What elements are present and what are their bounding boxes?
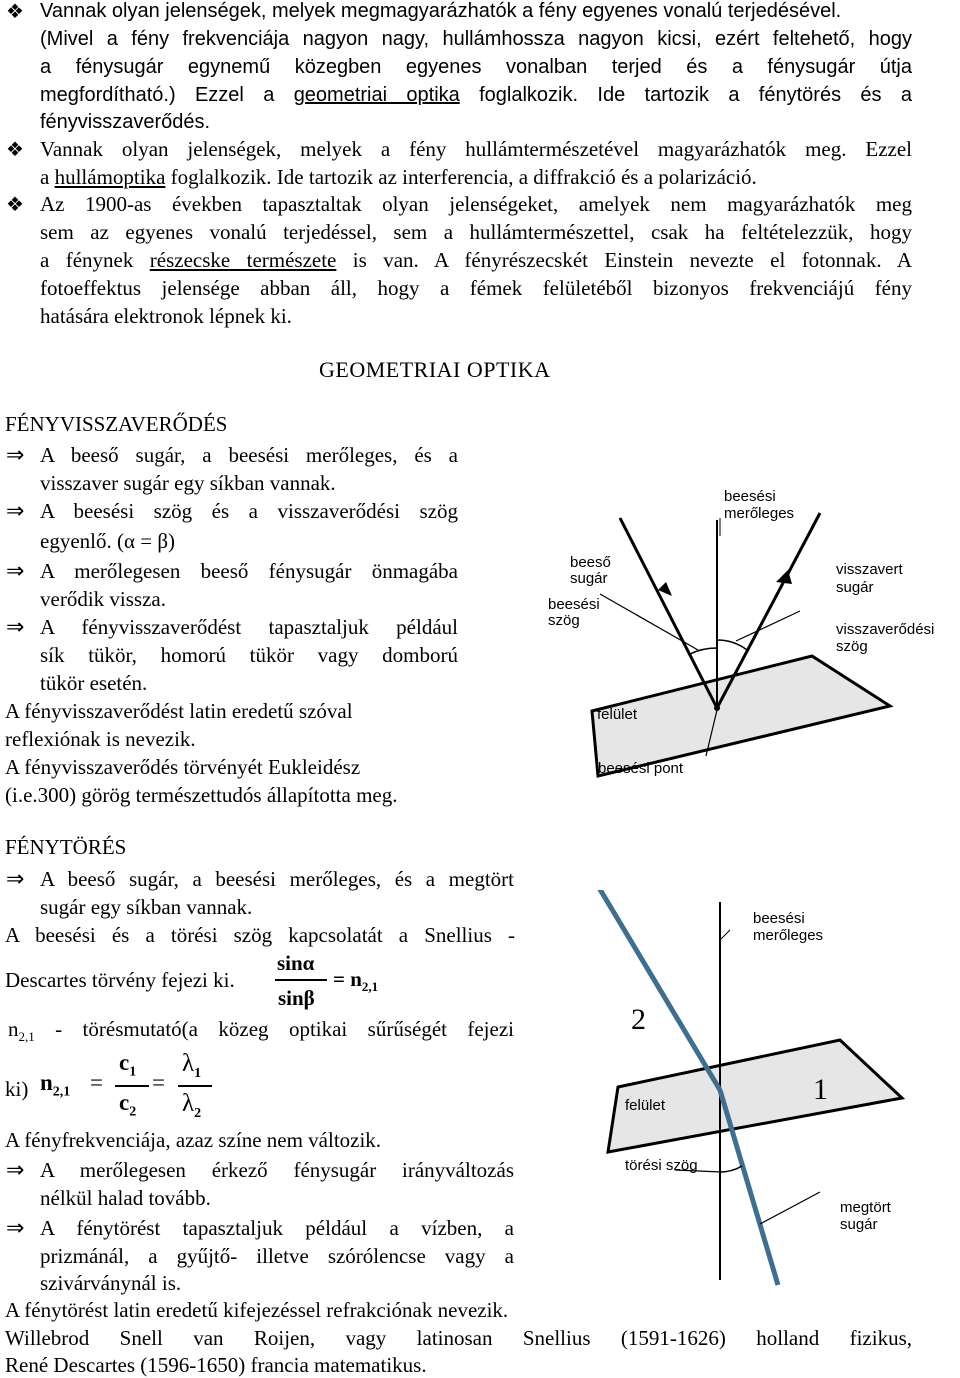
- implies-arrow-icon: ⇒: [6, 498, 25, 523]
- reflection-text4: (i.e.300) görög természettudós állapította meg.: [5, 783, 398, 807]
- fig-label-refracted-ray-2: sugár: [840, 1216, 878, 1233]
- reflection-p3-line1: A merőlegesen beeső fénysugár önmagába: [40, 559, 458, 583]
- reflection-p1-line1: A beeső sugár, a beesési merőleges, és a: [40, 443, 458, 467]
- intro-b3-line1: Az 1900-as években tapasztaltak olyan jelenségeket, amelyek nem magyarázhatók meg: [40, 192, 912, 216]
- eq2-c1-sub: 1: [129, 1064, 137, 1080]
- eq2-equals-2: =: [152, 1070, 165, 1095]
- intro-b3-line3: a fénynek részecske természete is van. A fényrészecskét Einstein nevezte el fotonnak. A: [40, 248, 912, 272]
- fig-label-incidence-point: beesési pont: [598, 760, 684, 777]
- refraction-p2-line1: A merőlegesen érkező fénysugár irányváltozás: [40, 1158, 514, 1182]
- fig-label-refraction-normal-2: merőleges: [753, 927, 824, 944]
- reflection-p4-line2: sík tükör, homorú tükör vagy domború: [40, 643, 458, 667]
- intro-b2-line1: Vannak olyan jelenségek, melyek a fény hullámtermészetével magyarázhatók meg. Ezzel: [40, 137, 912, 161]
- refraction-frequency-text: A fényfrekvenciája, azaz színe nem változik.: [5, 1128, 382, 1152]
- geometric-optics-term: geometriai optika: [293, 84, 460, 106]
- implies-arrow-icon: ⇒: [6, 1157, 25, 1182]
- eq2-lambda2-sub: 2: [194, 1106, 202, 1121]
- incidence-angle-arc: [690, 648, 717, 654]
- intro-b2-line2: a hullámoptika foglalkozik. Ide tartozik az interferencia, a diffrakció és a polarizáció.: [40, 165, 757, 189]
- eq2-lambda1-sub: 1: [194, 1066, 202, 1081]
- eq2-fraction-bar-2: [178, 1085, 212, 1087]
- eq2-lhs: n: [40, 1070, 53, 1095]
- fig-label-refraction-surface: felület: [625, 1097, 666, 1114]
- intro-b1-line2: (Mivel a fény frekvenciája nagyon nagy, hullámhossza nagyon kicsi, ezért feltehető, hogy: [40, 28, 912, 50]
- snell-eq-fraction-bar: [275, 979, 327, 981]
- reflection-text3: A fényvisszaverődés törvényét Eukleidész: [5, 755, 361, 779]
- fig-label-incidence-angle-2: szög: [548, 612, 580, 629]
- eq2-lhs-sub: 2,1: [52, 1084, 71, 1100]
- particle-nature-term: részecske természete: [149, 248, 337, 272]
- refraction-heading: FÉNYTÖRÉS: [5, 835, 127, 859]
- eq2-lambda2: λ: [182, 1090, 195, 1117]
- refraction-text3: René Descartes (1596-1650) francia matematikus.: [5, 1353, 427, 1377]
- snell-eq-rhs: = n: [333, 967, 362, 991]
- fig-label-reflection-angle-1: visszaverődési: [836, 621, 935, 638]
- fig-label-refraction-normal-1: beesési: [753, 910, 805, 927]
- eq2-c2-sub: 2: [129, 1104, 137, 1120]
- refraction-incident-ray: [598, 890, 720, 1090]
- refraction-p1-line1: A beeső sugár, a beesési merőleges, és a megtört: [40, 867, 514, 891]
- fig-label-medium-2: 2: [631, 1003, 646, 1036]
- fig-label-reflected-ray-2: sugár: [836, 579, 874, 596]
- implies-arrow-icon: ⇒: [6, 1215, 25, 1240]
- refraction-text2: Willebrod Snell van Roijen, vagy latinosan Snellius (1591-1626) holland fizikus,: [5, 1326, 912, 1350]
- section-title: GEOMETRIAI OPTIKA: [319, 357, 551, 382]
- intro-b1-line4: megfordítható.) Ezzel a geometriai optika foglalkozik. Ide tartozik a fénytörés és a: [40, 84, 913, 106]
- refraction-p1-line2: sugár egy síkban vannak.: [40, 895, 253, 919]
- implies-arrow-icon: ⇒: [6, 558, 25, 583]
- fig-label-incident-normal-1: beesési: [724, 488, 776, 505]
- bullet-diamond-icon: ❖: [6, 1, 24, 23]
- refraction-p3-line1: A fénytörést tapasztaljuk például a vízben, a: [40, 1216, 514, 1240]
- reflection-p2-line1: A beesési szög és a visszaverődési szög: [40, 499, 458, 523]
- refraction-p2-line2: nélkül halad tovább.: [40, 1186, 211, 1210]
- refraction-ki: ki): [5, 1077, 29, 1101]
- wave-optics-term: hullámoptika: [54, 165, 166, 189]
- eq2-fraction-bar-1: [115, 1085, 149, 1087]
- intro-b3-line5: hatására elektronok lépnek ki.: [40, 304, 292, 328]
- eq2-c2: c: [119, 1090, 130, 1115]
- reflection-angle-arc: [717, 640, 747, 650]
- fig-label-incident-normal-2: merőleges: [724, 505, 795, 522]
- snell-eq-denominator: sinβ: [278, 986, 315, 1010]
- eq2-c1: c: [119, 1050, 130, 1075]
- fig-label-incident-ray-2: sugár: [570, 570, 608, 587]
- intro-b3-line2: sem az egyenes vonalú terjedéssel, sem a hullámtermészettel, csak ha feltételezzük, hogy: [40, 220, 912, 244]
- fig-label-reflection-angle-2: szög: [836, 638, 868, 655]
- refraction-snell-line1: A beesési és a törési szög kapcsolatát a Snellius -: [5, 923, 515, 947]
- refraction-snell-line2: Descartes törvény fejezi ki.: [5, 968, 235, 992]
- reflection-p3-line2: verődik vissza.: [40, 587, 166, 611]
- eq2-lambda1: λ: [182, 1050, 195, 1077]
- fig-label-incident-ray-1: beeső: [570, 554, 611, 571]
- refraction-p3-line3: szivárványnál is.: [40, 1271, 182, 1295]
- fig-label-refracted-ray-1: megtört: [840, 1199, 891, 1216]
- incident-ray: [620, 518, 717, 708]
- eq2-equals-1: =: [90, 1070, 103, 1095]
- implies-arrow-icon: ⇒: [6, 442, 25, 467]
- implies-arrow-icon: ⇒: [6, 614, 25, 639]
- reflection-text2: reflexiónak is nevezik.: [5, 727, 196, 751]
- reflection-heading: FÉNYVISSZAVERŐDÉS: [5, 412, 228, 436]
- reflection-p4-line3: tükör esetén.: [40, 671, 148, 695]
- fig-label-incidence-angle-1: beesési: [548, 596, 600, 613]
- fig-label-refraction-angle: törési szög: [625, 1157, 698, 1174]
- refraction-surface-plane: [608, 1040, 902, 1152]
- refraction-p3-line2: prizmánál, a gyűjtő- illetve szórólencse vagy a: [40, 1244, 514, 1268]
- reflection-p4-line1: A fényvisszaverődést tapasztaljuk például: [40, 615, 458, 639]
- intro-b1-line5: fényvisszaverődés.: [40, 111, 211, 133]
- bullet-diamond-icon: ❖: [6, 194, 24, 216]
- intro-b1-line1: Vannak olyan jelenségek, melyek megmagyarázhatók a fény egyenes vonalú terjedésével.: [40, 0, 842, 22]
- reflection-p1-line2: visszaver sugár egy síkban vannak.: [40, 471, 336, 495]
- intro-b3-line4: fotoeffektus jelensége abban áll, hogy a fémek felületéből bizonyos frekvenciájú fény: [40, 276, 912, 300]
- refraction-text1: A fénytörést latin eredetű kifejezéssel refrakciónak nevezik.: [5, 1298, 509, 1322]
- snell-eq-rhs-sub: 2,1: [361, 979, 379, 995]
- incidence-point-dot: [714, 705, 720, 711]
- bullet-diamond-icon: ❖: [6, 139, 24, 161]
- implies-arrow-icon: ⇒: [6, 866, 25, 891]
- fig-label-reflected-ray-1: visszavert: [836, 561, 903, 578]
- reflection-text1: A fényvisszaverődést latin eredetű szóval: [5, 699, 353, 723]
- reflection-p2-line2: egyenlő. (α = β): [40, 529, 175, 553]
- fig-label-medium-1: 1: [813, 1073, 828, 1106]
- refraction-angle-arc: [720, 1166, 742, 1172]
- snell-eq-numerator: sinα: [277, 951, 315, 975]
- refraction-index-def: $n_{2,1}$ - törésmutató(a közeg optikai sűrűségét fejezi: [8, 1017, 514, 1045]
- intro-b1-line3: a fénysugár egynemű közegben egyenes vonalban terjed és a fénysugár útja: [40, 56, 912, 78]
- fig-label-surface: felület: [597, 706, 638, 723]
